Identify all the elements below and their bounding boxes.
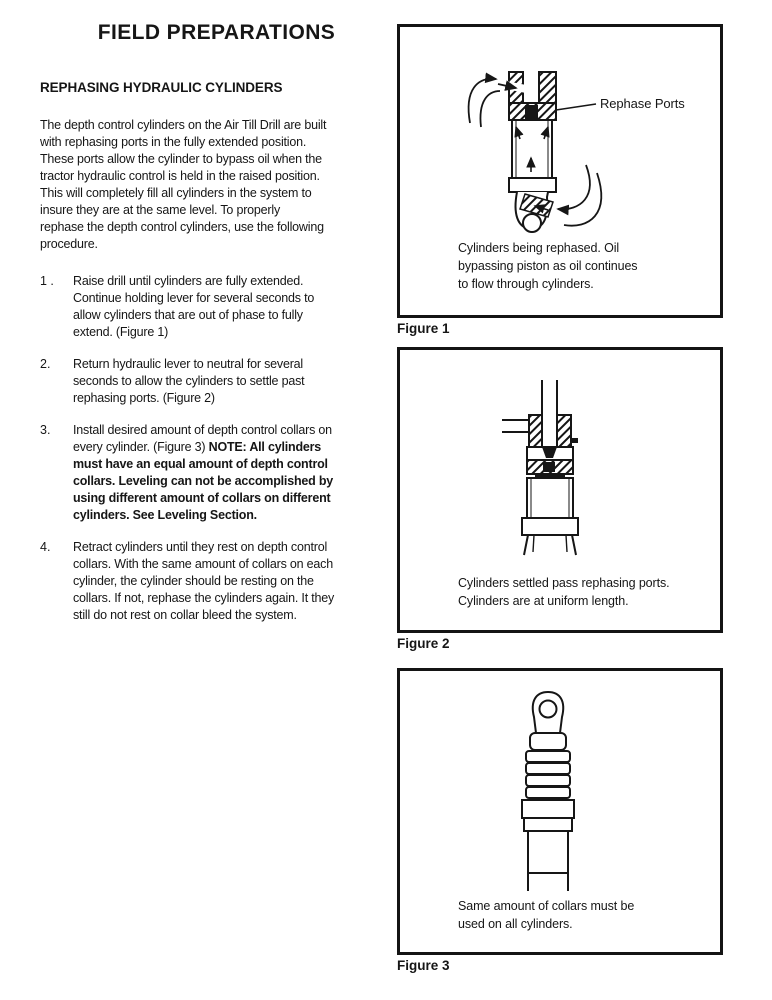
procedure-step-1 — [40, 273, 393, 341]
rephase-ports-label: Rephase Ports — [600, 96, 685, 111]
step-text: Raise drill until cylinders are fully extended. Continue holding lever for several seconds to allow cylinders that are out of phase to fully extend. (Figure 1) — [73, 274, 315, 339]
figure-1-box — [397, 24, 723, 318]
procedure-step-2 — [40, 356, 393, 407]
step-text-wrap — [73, 422, 393, 524]
text-column — [40, 20, 393, 639]
step-number: 1 . — [40, 274, 54, 288]
step-number: 3. — [40, 423, 51, 437]
step-text: Retract cylinders until they rest on depth control collars. With the same amount of collars on each cylinder, the cylinder should be resting on the collars. If not, rephase the cylinders again. It they still do not rest on collar bleed the system. — [73, 540, 335, 622]
procedure-step-4 — [40, 539, 393, 624]
step-note-bold: NOTE: All cylinders must have an equal amount of depth control collars. Leveling can not be accomplished by using different amount of collars on different cylinders. See Leveling Section. — [73, 440, 334, 522]
page-title: FIELD PREPARATIONS — [97, 21, 336, 44]
procedure-list — [40, 273, 393, 624]
section-heading: REPHASING HYDRAULIC CYLINDERS — [40, 80, 283, 95]
step-text: Return hydraulic lever to neutral for several seconds to allow the cylinders to settle past rephasing ports. (Figure 2) — [73, 357, 305, 405]
figure-3-box — [397, 668, 723, 955]
intro-paragraph: The depth control cylinders on the Air Till Drill are built with rephasing ports in the fully extended position. These ports allow the cylinder to bypass oil when the tractor hydraulic control is held in the raised position. This will completely fill all cylinders in the system to insure they are at the same level. To properly rephase the depth control cylinders, use the following procedure. — [40, 118, 327, 251]
step-text: Install desired amount of depth control collars on every cylinder. (Figure 3) — [73, 423, 332, 454]
figure-3-caption: Same amount of collars must be used on all cylinders. — [458, 899, 635, 931]
procedure-step-3 — [40, 422, 393, 524]
figure-1-caption: Cylinders being rephased. Oil bypassing piston as oil continues to flow through cylinders. — [458, 241, 638, 291]
figure-2-label: Figure 2 — [397, 636, 450, 651]
figure-1-label: Figure 1 — [397, 321, 450, 336]
figure-2-box — [397, 347, 723, 633]
step-number: 4. — [40, 540, 51, 554]
figure-2-caption: Cylinders settled pass rephasing ports. Cylinders are at uniform length. — [458, 576, 670, 608]
step-number: 2. — [40, 357, 51, 371]
figure-3-label: Figure 3 — [397, 958, 450, 973]
